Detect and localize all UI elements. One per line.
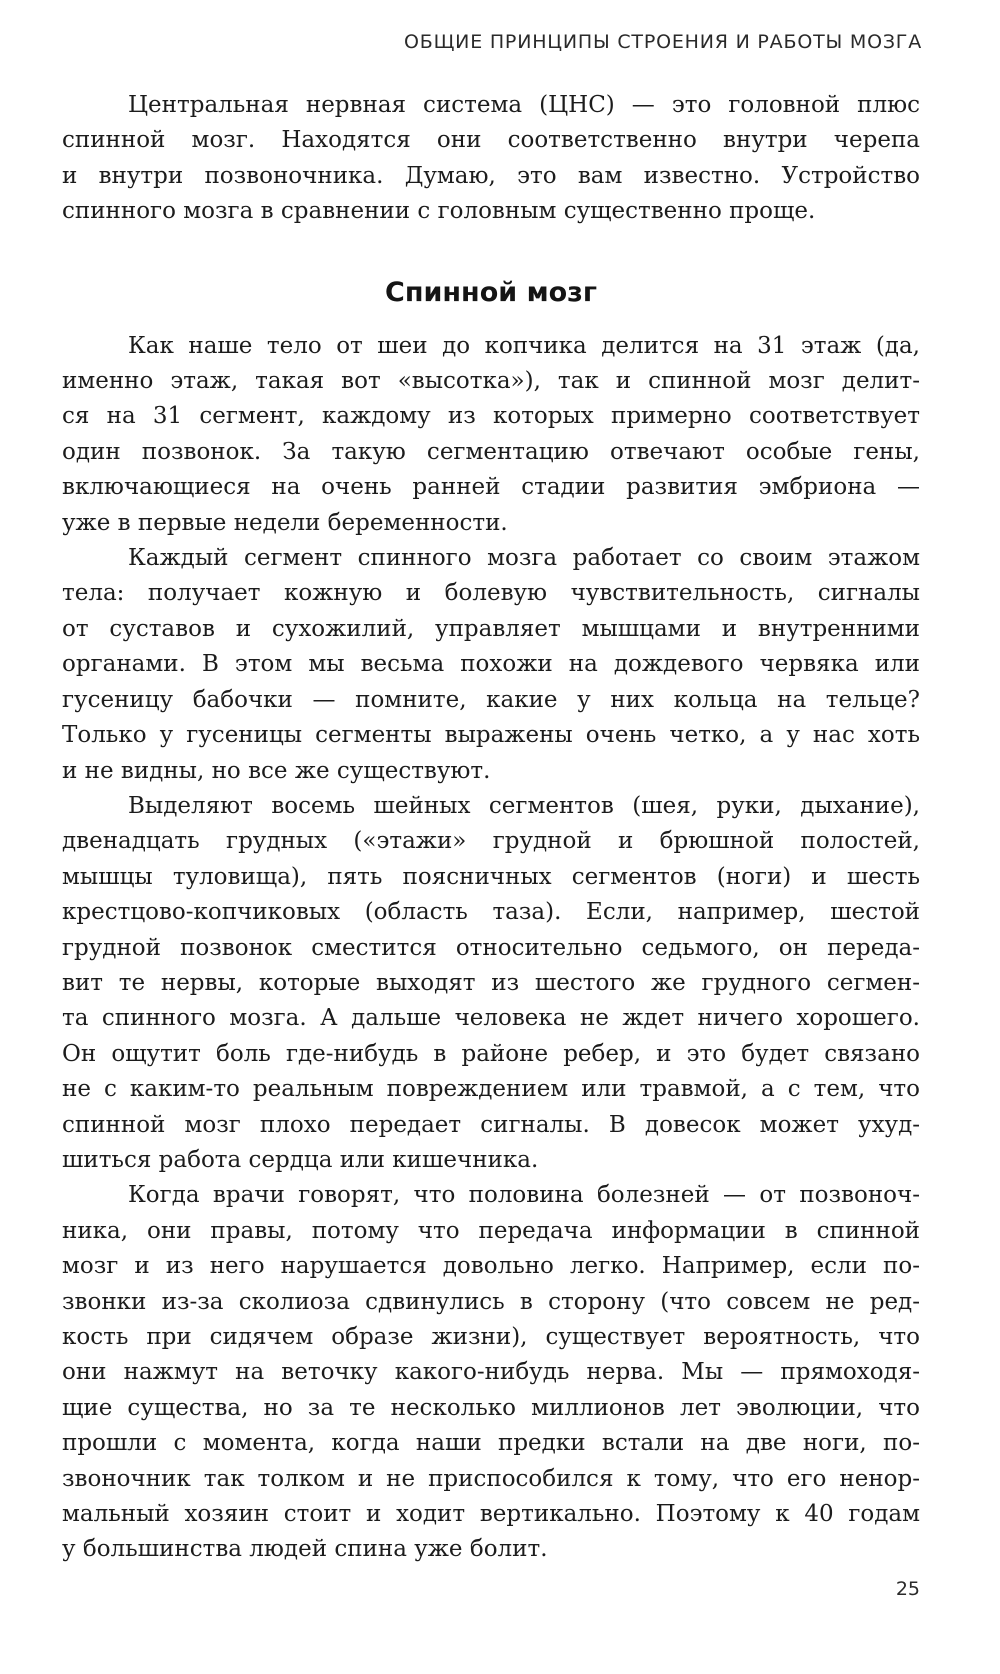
text-line: звонки из-за сколиоза сдвинулись в сторону (что совсем не ред-: [62, 1288, 920, 1315]
text-line: у большинства людей спина уже болит.: [62, 1536, 548, 1563]
text-line: один позвонок. За такую сегментацию отвечают особые гены,: [62, 438, 920, 465]
text-line: щие существа, но за те несколько миллионов лет эволюции, что: [62, 1394, 920, 1421]
text-line: грудной позвонок сместится относительно седьмого, он переда-: [62, 934, 920, 961]
text-line: спинной мозг плохо передает сигналы. В довесок может ухуд-: [62, 1111, 920, 1138]
text-line: спинной мозг. Находятся они соответственно внутри черепа: [62, 127, 920, 154]
text-line: Каждый сегмент спинного мозга работает со своим этажом: [128, 545, 920, 572]
text-line: уже в первые недели беременности.: [62, 509, 508, 536]
intro-paragraph: [62, 88, 920, 230]
page-content: [62, 88, 920, 1568]
text-line: именно этаж, такая вот «высотка»), так и спинной мозг делит-: [62, 368, 920, 395]
paragraph-2: [62, 541, 920, 789]
text-line: мышцы туловища), пять поясничных сегментов (ноги) и шесть: [62, 863, 920, 890]
paragraph-1: [62, 329, 920, 541]
text-line: та спинного мозга. А дальше человека не ждет ничего хорошего.: [62, 1005, 920, 1032]
text-line: кость при сидячем образе жизни), существует вероятность, что: [62, 1324, 920, 1350]
text-line: мозг и из него нарушается довольно легко. Например, если по-: [62, 1253, 920, 1280]
text-line: прошли с момента, когда наши предки встали на две ноги, по-: [62, 1430, 920, 1457]
text-line: ника, они правы, потому что передача информации в спинной: [62, 1217, 920, 1244]
text-line: крестцово-копчиковых (область таза). Если, например, шестой: [62, 899, 920, 926]
text-line: гусеницу бабочки — помните, какие у них кольца на тельце?: [62, 686, 920, 713]
text-line: и внутри позвоночника. Думаю, это вам известно. Устройство: [62, 162, 920, 189]
running-head: ОБЩИЕ ПРИНЦИПЫ СТРОЕНИЯ И РАБОТЫ МОЗГА: [404, 31, 922, 53]
text-line: звоночник так толком и не приспособился к тому, что его ненор-: [62, 1465, 920, 1492]
page-number: 25: [895, 1578, 920, 1600]
text-line: органами. В этом мы весьма похожи на дождевого червяка или: [62, 651, 920, 678]
text-line: включающиеся на очень ранней стадии развития эмбриона —: [62, 474, 920, 501]
text-line: Центральная нервная система (ЦНС) — это головной плюс: [128, 92, 920, 118]
text-line: тела: получает кожную и болевую чувствительность, сигналы: [62, 580, 920, 607]
section-heading: Спинной мозг: [385, 276, 597, 308]
text-line: вит те нервы, которые выходят из шестого же грудного сегмен-: [62, 969, 920, 996]
text-line: не с каким-то реальным повреждением или травмой, а с тем, что: [62, 1076, 920, 1103]
text-line: шиться работа сердца или кишечника.: [62, 1146, 539, 1173]
text-line: и не видны, но все же существуют.: [62, 757, 491, 784]
text-line: спинного мозга в сравнении с головным существенно проще.: [62, 198, 816, 225]
text-line: Только у гусеницы сегменты выражены очень четко, а у нас хоть: [62, 722, 920, 749]
text-line: Как наше тело от шеи до копчика делится на 31 этаж (да,: [128, 332, 920, 359]
text-line: двенадцать грудных («этажи» грудной и брюшной полостей,: [62, 828, 920, 855]
text-line: мальный хозяин стоит и ходит вертикально. Поэтому к 40 годам: [62, 1501, 920, 1528]
text-line: Когда врачи говорят, что половина болезней — от позвоноч-: [128, 1182, 920, 1209]
text-line: они нажмут на веточку какого-нибудь нерва. Мы — прямоходя-: [62, 1359, 920, 1386]
text-line: Выделяют восемь шейных сегментов (шея, руки, дыхание),: [128, 792, 920, 819]
paragraph-3: [62, 789, 920, 1178]
text-line: Он ощутит боль где-нибудь в районе ребер, и это будет связано: [62, 1040, 920, 1067]
text-line: от суставов и сухожилий, управляет мышцами и внутренними: [62, 615, 920, 642]
paragraph-4: [62, 1178, 920, 1567]
text-line: ся на 31 сегмент, каждому из которых примерно соответствует: [62, 403, 920, 430]
